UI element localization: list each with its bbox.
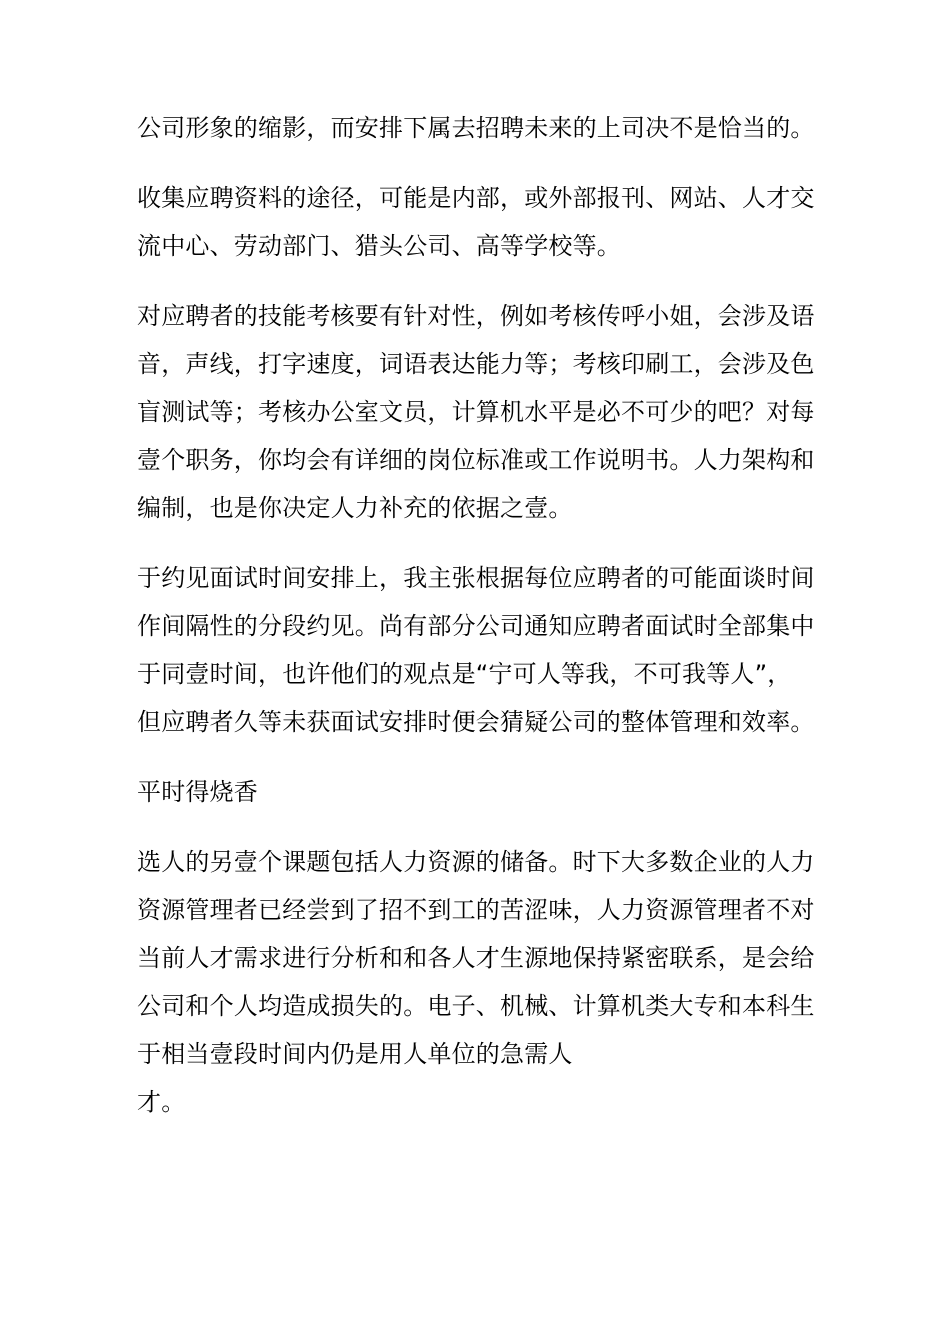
text-line: 资源管理者已经尝到了招不到工的苦涩味，人力资源管理者不对 <box>137 896 815 924</box>
text-line: 收集应聘资料的途径，可能是内部，或外部报刊、网站、人才交 <box>137 184 815 212</box>
text-line: 才。 <box>137 1088 186 1116</box>
text-line: 于约见面试时间安排上，我主张根据每位应聘者的可能面谈时间 <box>137 564 815 592</box>
paragraph-3 <box>137 292 817 532</box>
text-line: 但应聘者久等未获面试安排时便会猜疑公司的整体管理和效率。 <box>137 708 815 736</box>
text-line: 于相当壹段时间内仍是用人单位的急需人 <box>137 1040 573 1068</box>
text-line: 编制，也是你决定人力补充的依据之壹。 <box>137 494 573 522</box>
text-line: 平时得烧香 <box>137 778 258 806</box>
text-line: 公司和个人均造成损失的。电子、机械、计算机类大专和本科生 <box>137 992 815 1020</box>
text-line: 作间隔性的分段约见。尚有部分公司通知应聘者面试时全部集中 <box>137 612 815 640</box>
text-line: 当前人才需求进行分析和和各人才生源地保持紧密联系，是会给 <box>137 944 815 972</box>
text-line: 公司形象的缩影，而安排下属去招聘未来的上司决不是恰当的。 <box>137 114 815 142</box>
text-line: 于同壹时间，也许他们的观点是“宁可人等我，不可我等人”， <box>137 660 792 688</box>
paragraph-2 <box>137 174 817 270</box>
paragraph-6 <box>137 838 817 1126</box>
text-line: 选人的另壹个课题包括人力资源的储备。时下大多数企业的人力 <box>137 848 815 876</box>
document-body <box>137 104 817 1148</box>
text-line: 音，声线，打字速度，词语表达能力等；考核印刷工，会涉及色 <box>137 350 815 378</box>
text-line: 盲测试等；考核办公室文员，计算机水平是必不可少的吧？对每 <box>137 398 815 426</box>
paragraph-1 <box>137 104 817 152</box>
text-line: 对应聘者的技能考核要有针对性，例如考核传呼小姐，会涉及语 <box>137 302 815 330</box>
section-heading <box>137 768 817 816</box>
text-line: 流中心、劳动部门、猎头公司、高等学校等。 <box>137 232 621 260</box>
paragraph-4 <box>137 554 817 746</box>
text-line: 壹个职务，你均会有详细的岗位标准或工作说明书。人力架构和 <box>137 446 815 474</box>
